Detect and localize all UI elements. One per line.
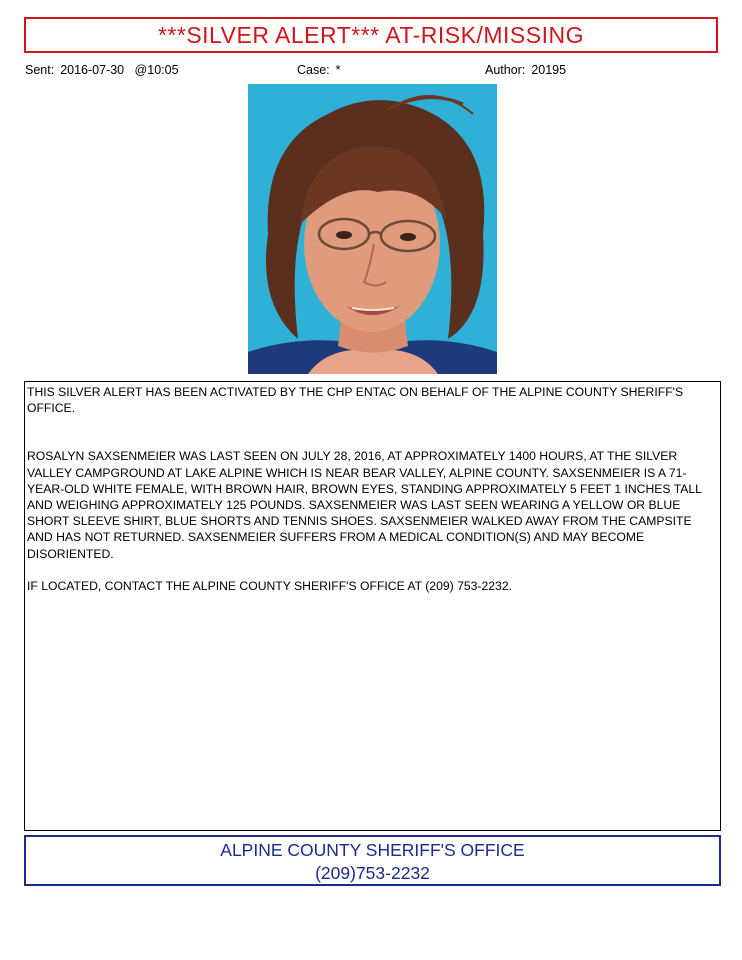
- activation-paragraph: THIS SILVER ALERT HAS BEEN ACTIVATED BY THE CHP ENTAC ON BEHALF OF THE ALPINE COUNTY SHERIFF'S OFFICE.: [27, 385, 687, 416]
- agency-footer: [24, 835, 721, 886]
- alert-title: ***SILVER ALERT*** AT-RISK/MISSING: [157, 21, 585, 48]
- author-field: [485, 63, 566, 77]
- sent-value: 2016-07-30 @10:05: [60, 63, 179, 77]
- case-label: Case:: [297, 63, 330, 77]
- alert-title-box: [24, 17, 718, 53]
- author-label: Author:: [485, 63, 526, 77]
- case-value: *: [335, 63, 341, 77]
- missing-person-photo: [248, 84, 497, 374]
- agency-name: ALPINE COUNTY SHERIFF'S OFFICE: [220, 840, 525, 860]
- contact-paragraph: IF LOCATED, CONTACT THE ALPINE COUNTY SHERIFF'S OFFICE AT (209) 753-2232.: [27, 578, 512, 593]
- agency-phone: (209)753-2232: [315, 863, 430, 883]
- spacer: [27, 432, 718, 448]
- spacer: [27, 416, 718, 432]
- spacer: [27, 562, 718, 578]
- portrait-photo-icon: [248, 84, 497, 374]
- author-value: 20195: [531, 63, 567, 77]
- sent-label: Sent:: [25, 63, 55, 77]
- sent-field: [25, 63, 179, 77]
- alert-body: [24, 381, 721, 831]
- case-field: [297, 63, 341, 77]
- description-paragraph: ROSALYN SAXSENMEIER WAS LAST SEEN ON JULY 28, 2016, AT APPROXIMATELY 1400 HOURS, AT THE SILVER VALLEY CAMPGROUND AT LAKE ALPINE WHICH IS NEAR BEAR VALLEY, ALPINE COUNTY. SAXSENMEIER IS A 71-YEAR-OLD WHITE FEMALE, WITH BROWN HAIR, BROWN EYES, STANDING APPROXIMATELY 5 FEET 1 INCHES TALL AND WEIGHING APPROXIMATELY 125 POUNDS. SAXSENMEIER WAS LAST SEEN WEARING A YELLOW OR BLUE SHORT SLEEVE SHIRT, BLUE SHORTS AND TENNIS SHOES. SAXSENMEIER WALKED AWAY FROM THE CAMPSITE AND HAS NOT RETURNED. SAXSENMEIER SUFFERS FROM A MEDICAL CONDITION(S) AND MAY BECOME DISORIENTED.: [27, 449, 705, 561]
